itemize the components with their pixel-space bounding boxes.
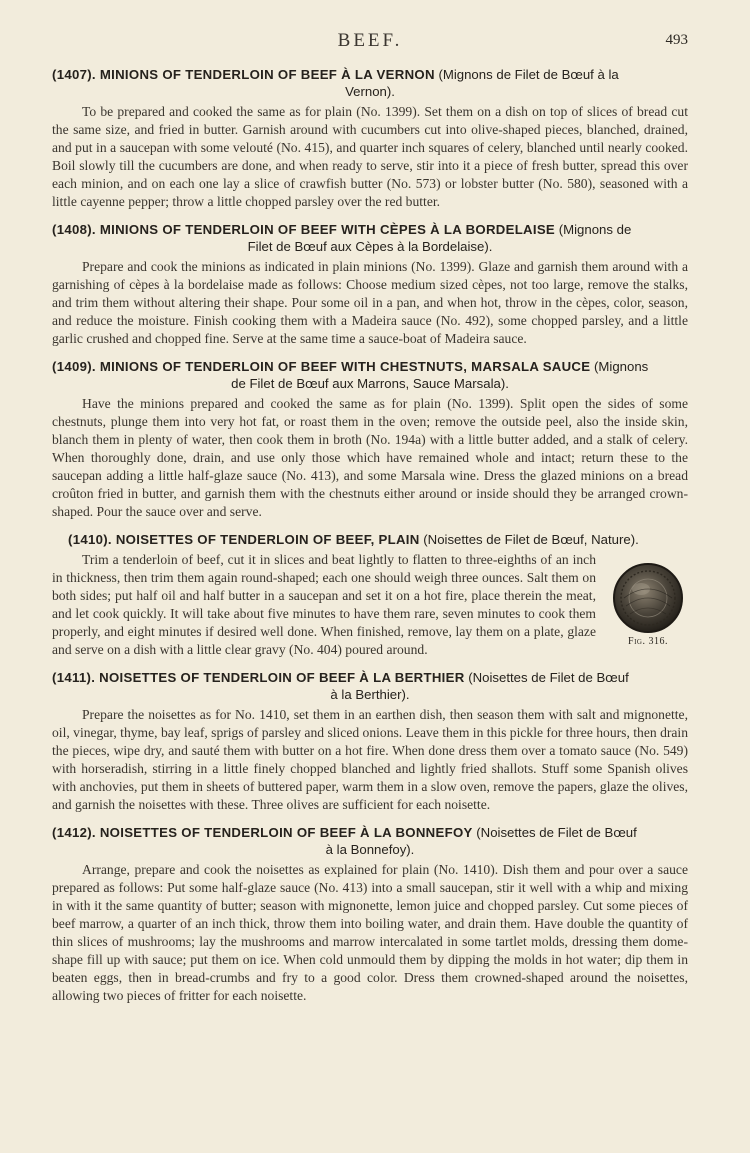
- recipe-1409: [52, 358, 688, 521]
- recipe-heading: [52, 531, 688, 548]
- recipe-text: To be prepared and cooked the same as for plain (No. 1399). Set them on a dish on top of slices of bread cut the same size, and fried in butter. Garnish around with cucumbers cut into olive-shaped pieces, blanched, drained, and put in a saucepan with some velouté (No. 415), and quarter inch squares of celery, blanched until nearly cooked. Boil slowly till the cucumbers are done, and when ready to serve, stir into it a piece of fresh butter, spread this over each minion, and on each one lay a slice of crawfish butter (No. 573) or lobster butter (No. 580), seasoned with a little cayenne pepper; throw a little chopped parsley over the red butter.: [52, 104, 688, 209]
- recipe-number: (1412).: [52, 825, 96, 840]
- page-title: BEEF.: [337, 30, 403, 51]
- recipe-1411: [52, 669, 688, 814]
- recipe-text: Prepare and cook the minions as indicated in plain minions (No. 1399). Glaze and garnish them around with a garnishing of cèpes à la bordelaise made as follows: Choose medium sized cèpes, not too large, remove the stalks, and trim them without altering their shape. Pour some oil in a pan, and when hot, throw in the cèpes, color, season, and reduce the moisture. Finish cooking them with a Madeira sauce (No. 492), some chopped parsley, and a little garlic crushed and chopped fine. Serve at the same time a sauce-boat of Madeira sauce.: [52, 259, 688, 346]
- recipe-number: (1408).: [52, 222, 96, 237]
- page-number: 493: [665, 32, 688, 48]
- recipe-heading: [52, 66, 688, 100]
- recipe-title: MINIONS OF TENDERLOIN OF BEEF WITH CÈPES À LA BORDELAISE: [99, 222, 556, 237]
- figure-caption: Fig. 316.: [628, 636, 668, 647]
- recipe-1407: [52, 66, 688, 211]
- recipe-number: (1407).: [52, 67, 96, 82]
- noisette-illustration: [610, 560, 686, 636]
- recipe-french-title: (Noisettes de Filet de Bœuf: [468, 670, 629, 685]
- recipe-number: (1410).: [68, 532, 112, 547]
- recipe-french-title-cont: à la Bonnefoy).: [325, 842, 415, 857]
- recipe-text: Trim a tenderloin of beef, cut it in slices and beat lightly to flatten to three-eighths of an inch in thickness, then trim them again round-shaped; each one should weigh three ounces. Salt them on both sides; put half oil and half butter in a saucepan and set it on a hot fire, place therein the meat, and let cook quickly. It will take about five minutes to have them rare, seven minutes to cook them properly, and eight minutes if desired well done. When finished, remove, lay them on a plate, glaze and serve on a dish with a little clear gravy (No. 404) poured around.: [52, 552, 596, 657]
- recipe-heading: [52, 221, 688, 255]
- recipe-french-title-cont: de Filet de Bœuf aux Marrons, Sauce Marsala).: [231, 376, 509, 391]
- recipe-french-title-cont: à la Berthier).: [330, 687, 410, 702]
- recipe-text: Have the minions prepared and cooked the same as for plain (No. 1399). Split open the sides of some chestnuts, plunge them into very hot fat, or roast them in the oven; remove the outside peel, also the inside skin, blanch them in plenty of water, then cook them in broth (No. 194a) with a little butter added, and a stalk of celery. When thoroughly done, drain, and use only those which have remained whole and intact; return these to the saucepan adding a little half-glaze sauce (No. 413), and some Marsala wine. Dress the glazed minions on a bread croûton fried in butter, and garnish them with the chestnuts either around or inside should they be arranged crown-shaped. Pour the sauce over and serve.: [52, 396, 688, 519]
- running-head: [52, 30, 688, 56]
- recipe-title: MINIONS OF TENDERLOIN OF BEEF À LA VERNON: [99, 67, 435, 82]
- figure-316: [608, 560, 688, 647]
- recipe-text: Prepare the noisettes as for No. 1410, set them in an earthen dish, then season them with salt and mignonette, oil, vinegar, thyme, bay leaf, sprigs of parsley and sliced onions. Leave them in this pickle for three hours, then drain the pieces, wipe dry, and sauté them with butter on a hot fire. When done dress them over a tomato sauce (No. 549) with horseradish, stirring in a little finely chopped blanched and lightly fried shallots. Stuff some Spanish olives with anchovies, put them in sheets of buttered paper, warm them in a slow oven, remove the papers, glaze the olives, and garnish the noisettes with these. Three olives are sufficient for each noisette.: [52, 707, 688, 812]
- recipe-title: MINIONS OF TENDERLOIN OF BEEF WITH CHESTNUTS, MARSALA SAUCE: [99, 359, 591, 374]
- recipe-french-title: (Noisettes de Filet de Bœuf, Nature).: [423, 532, 639, 547]
- recipe-heading: [52, 824, 688, 858]
- recipe-heading: [52, 669, 688, 703]
- recipe-title: NOISETTES OF TENDERLOIN OF BEEF, PLAIN: [115, 532, 420, 547]
- recipe-title: NOISETTES OF TENDERLOIN OF BEEF À LA BERTHIER: [99, 670, 465, 685]
- recipe-heading: [52, 358, 688, 392]
- recipe-title: NOISETTES OF TENDERLOIN OF BEEF À LA BONNEFOY: [99, 825, 473, 840]
- recipe-1412: [52, 824, 688, 1005]
- recipe-french-title: (Mignons de: [558, 222, 632, 237]
- recipe-french-title: (Mignons de Filet de Bœuf à la: [438, 67, 619, 82]
- recipe-text: Arrange, prepare and cook the noisettes as explained for plain (No. 1410). Dish them and pour over a sauce prepared as follows: Put some half-glaze sauce (No. 413) into a small saucepan, stir it well with a whip and mixing in with it the same quantity of butter; season with mignonette, lemon juice and chopped parsley. Cut some pieces of beef marrow, a quarter of an inch thick, throw them into boiling water, and drain them. Have double the quantity of thin slices of mushrooms; lay the mushrooms and marrow intercalated in some tartlet molds, dressing them dome-shape fill up with sauce; put them on ice. When cold unmould them by dipping the molds in hot water; dip them in beaten eggs, then in bread-crumbs and fry to a good color. Dress them crowned-shaped around the noisettes, allowing two pieces of fritter for each noisette.: [52, 862, 688, 1003]
- recipe-french-title: (Mignons: [594, 359, 649, 374]
- recipe-number: (1409).: [52, 359, 96, 374]
- recipe-french-title: (Noisettes de Filet de Bœuf: [476, 825, 637, 840]
- recipe-french-title-cont: Vernon).: [345, 84, 395, 99]
- recipe-1410: [52, 531, 688, 659]
- recipe-french-title-cont: Filet de Bœuf aux Cèpes à la Bordelaise).: [247, 239, 493, 254]
- recipe-number: (1411).: [52, 670, 96, 685]
- recipe-1408: [52, 221, 688, 348]
